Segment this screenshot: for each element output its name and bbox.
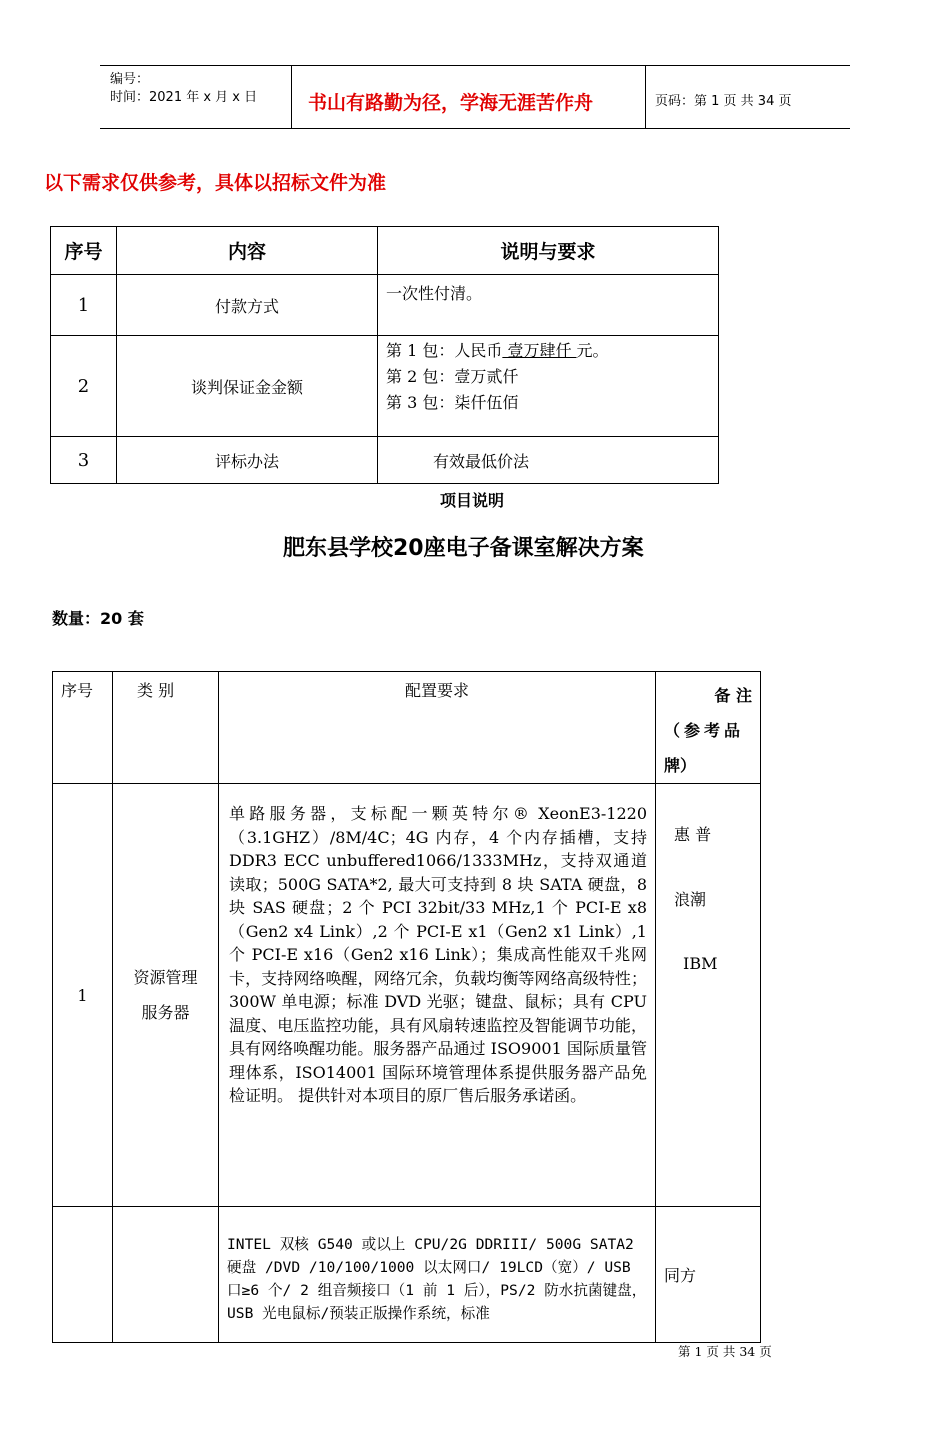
row-no: 2	[51, 336, 117, 437]
row-spec: INTEL 双核 G540 或以上 CPU/2G DDRIII/ 500G SATA2 硬盘 /DVD /10/100/1000 以太网口/ 19LCD（宽）/ USB 口≥6 个/ 2 组音频接口（1 前 1 后），PS/2 防水抗菌键盘，USB 光电鼠标/预装正版操作系统，标准	[219, 1207, 656, 1343]
deposit-package-3: 第 3 包：柒仟伍佰	[386, 393, 519, 412]
brand-hp: 惠 普	[674, 825, 712, 844]
col-header-config: 配置要求	[219, 672, 656, 784]
table-row	[53, 784, 761, 1207]
row-description: 一次性付清。	[378, 275, 719, 336]
row-no: 1	[53, 784, 113, 1207]
col-header-no: 序号	[53, 672, 113, 784]
header-time: 时间：2021 年 x 月 x 日	[110, 90, 258, 105]
col-header-remark: 备 注 （参考品 牌）	[656, 672, 761, 784]
row-no: 1	[51, 275, 117, 336]
row-content: 谈判保证金金额	[117, 336, 378, 437]
page-footer: 第 1 页 共 34 页	[678, 1344, 772, 1359]
col-header-category: 类 别	[113, 672, 219, 784]
configuration-table	[52, 671, 761, 1343]
notice-text: 以下需求仅供参考，具体以招标文件为准	[44, 172, 387, 194]
deposit-package-1: 第 1 包：人民币 壹万肆仟 元。	[386, 341, 609, 360]
row-no	[53, 1207, 113, 1343]
row-content: 付款方式	[117, 275, 378, 336]
table-row	[53, 1207, 761, 1343]
row-category	[113, 1207, 219, 1343]
requirements-table	[50, 226, 719, 484]
header-motto: 书山有路勤为径，学海无涯苦作舟	[308, 92, 594, 114]
table-header-row	[53, 672, 761, 784]
table-row	[51, 437, 719, 484]
header-page-number: 页码：第 1 页 共 34 页	[655, 94, 792, 109]
header-top-rule	[100, 65, 850, 66]
header-bottom-rule	[100, 128, 850, 129]
deposit-package-2: 第 2 包：壹万贰仟	[386, 367, 519, 386]
header-number: 编号：	[110, 72, 150, 87]
page-title: 肥东县学校20座电子备课室解决方案	[283, 536, 644, 561]
row-category: 资源管理 服务器	[113, 784, 219, 1207]
table-header-row	[51, 227, 719, 275]
header-divider-right	[645, 65, 646, 129]
col-header-no: 序号	[51, 227, 117, 275]
row-description: 有效最低价法	[378, 437, 719, 484]
col-header-description: 说明与要求	[378, 227, 719, 275]
row-no: 3	[51, 437, 117, 484]
project-label: 项目说明	[440, 491, 505, 510]
col-header-content: 内容	[117, 227, 378, 275]
deposit-amount: 壹万肆仟	[502, 341, 577, 360]
quantity-text: 数量：20 套	[52, 609, 144, 628]
brand-ibm: IBM	[683, 954, 718, 973]
row-brands	[656, 784, 761, 1207]
table-row	[51, 275, 719, 336]
table-row	[51, 336, 719, 437]
row-spec: 单路服务器，支标配一颗英特尔® XeonE3-1220（3.1GHZ）/8M/4C；4G 内存，4 个内存插槽，支持 DDR3 ECC unbuffered1066/1333MHz，支持双通道读取；500G SATA*2, 最大可支持到 8 块 SATA 硬盘，8 块 SAS 硬盘；2 个 PCI 32bit/33 MHz,1 个 PCI-E x8（Gen2 x4 Link）,2 个 PCI-E x1（Gen2 x1 Link）,1 个 PCI-E x16（Gen2 x16 Link）；集成高性能双千兆网卡，支持网络唤醒，网络冗余，负载均衡等网络高级特性；300W 单电源；标准 DVD 光驱；键盘、鼠标；具有 CPU 温度、电压监控功能，具有风扇转速监控及智能调节功能，具有网络唤醒功能。服务器产品通过 ISO9001 国际质量管理体系，ISO14001 国际环境管理体系提供服务器产品免检证明。 提供针对本项目的原厂售后服务承诺函。	[219, 784, 656, 1207]
row-brands: 同方	[656, 1207, 761, 1343]
row-content: 评标办法	[117, 437, 378, 484]
header-divider-left	[291, 65, 292, 129]
brand-inspur: 浪潮	[674, 890, 707, 909]
row-description	[378, 336, 719, 437]
